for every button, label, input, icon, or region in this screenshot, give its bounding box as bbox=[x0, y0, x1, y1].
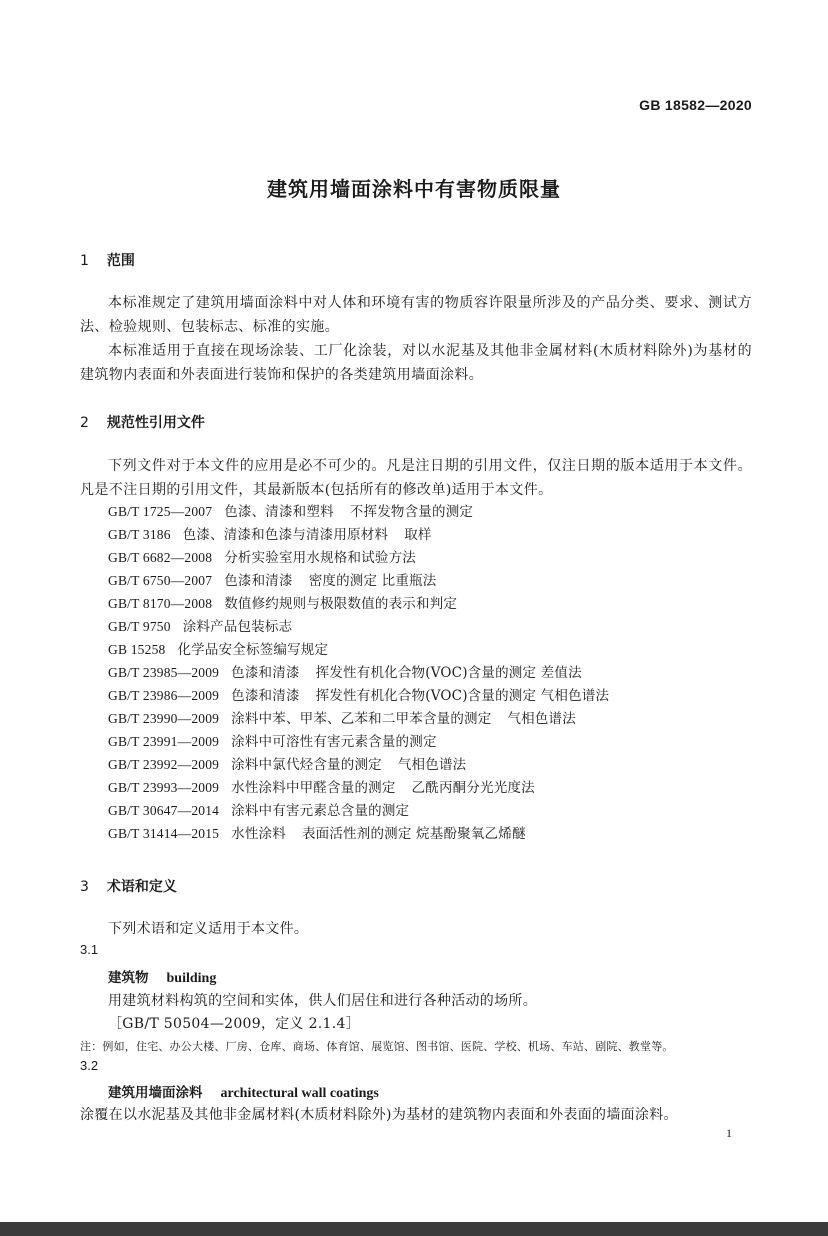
section-title: 规范性引用文件 bbox=[106, 415, 205, 431]
reference-title: 色漆和清漆 bbox=[231, 688, 300, 704]
scope-paragraph-1: 本标准规定了建筑用墙面涂料中对人体和环境有害的物质容许限量所涉及的产品分类、要求、测试方法、检验规则、包装标志、标准的实施。 bbox=[80, 295, 752, 335]
term-chinese: 建筑物 bbox=[108, 970, 149, 986]
reference-code: GB/T 23991—2009 bbox=[108, 734, 220, 749]
reference-title: 色漆、清漆和色漆与清漆用原材料 bbox=[182, 527, 389, 543]
reference-item bbox=[108, 776, 609, 799]
term-definition: 用建筑材料构筑的空间和实体，供人们居住和进行各种活动的场所。 bbox=[108, 993, 537, 1009]
reference-subtitle: 乙酰丙酮分光光度法 bbox=[411, 780, 535, 796]
reference-subtitle: 气相色谱法 bbox=[507, 711, 576, 727]
reference-code: GB/T 30647—2014 bbox=[108, 803, 220, 818]
term-definition: 涂覆在以水泥基及其他非金属材料(木质材料除外)为基材的建筑物内表面和外表面的墙面涂料。 bbox=[80, 1107, 678, 1123]
section-3-heading bbox=[80, 876, 177, 896]
reference-title: 化学品安全标签编写规定 bbox=[177, 642, 329, 658]
section-2-heading bbox=[80, 412, 205, 432]
reference-title: 色漆、清漆和塑料 bbox=[224, 504, 334, 520]
reference-item bbox=[108, 546, 609, 569]
section-number: 3 bbox=[80, 879, 89, 895]
reference-subtitle: 气相色谱法 bbox=[397, 757, 467, 773]
reference-subtitle: 密度的测定 比重瓶法 bbox=[308, 573, 437, 589]
reference-item bbox=[108, 592, 609, 615]
section-1-heading bbox=[80, 250, 135, 270]
reference-code: GB/T 23993—2009 bbox=[108, 780, 220, 795]
reference-title: 色漆和清漆 bbox=[224, 573, 293, 589]
standard-code: GB 18582—2020 bbox=[639, 97, 752, 113]
reference-title: 涂料中苯、甲苯、乙苯和二甲苯含量的测定 bbox=[231, 711, 492, 727]
reference-code: GB/T 6682—2008 bbox=[108, 550, 213, 565]
page-number: 1 bbox=[726, 1126, 732, 1140]
reference-item bbox=[108, 569, 609, 592]
reference-item bbox=[108, 730, 609, 753]
reference-code: GB/T 23985—2009 bbox=[108, 665, 220, 680]
scope-paragraph-2: 本标准适用于直接在现场涂装、工厂化涂装，对以水泥基及其他非金属材料(木质材料除外)为基材的建筑物内表面和外表面进行装饰和保护的各类建筑用墙面涂料。 bbox=[80, 343, 752, 383]
term-note: 注：例如，住宅、办公大楼、厂房、仓库、商场、体育馆、展览馆、图书馆、医院、学校、机场、车站、剧院、教堂等。 bbox=[80, 1040, 674, 1053]
references-intro: 下列文件对于本文件的应用是必不可少的。凡是注日期的引用文件，仅注日期的版本适用于本文件。凡是不注日期的引用文件，其最新版本(包括所有的修改单)适用于本文件。 bbox=[80, 458, 752, 498]
reference-subtitle: 不挥发物含量的测定 bbox=[349, 504, 474, 520]
viewer-bottom-bar bbox=[0, 1222, 828, 1236]
reference-subtitle: 表面活性剂的测定 烷基酚聚氧乙烯醚 bbox=[301, 826, 526, 842]
term-number: 3.1 bbox=[80, 942, 99, 957]
reference-title: 数值修约规则与极限数值的表示和判定 bbox=[224, 596, 458, 612]
reference-item bbox=[108, 500, 609, 523]
reference-code: GB/T 23986—2009 bbox=[108, 688, 220, 703]
reference-item bbox=[108, 615, 609, 638]
term-english: building bbox=[166, 971, 217, 986]
reference-title: 涂料中氯代烃含量的测定 bbox=[231, 757, 382, 773]
reference-title: 水性涂料中甲醛含量的测定 bbox=[231, 780, 396, 796]
reference-item bbox=[108, 799, 609, 822]
section-title: 术语和定义 bbox=[106, 879, 177, 895]
reference-title: 色漆和清漆 bbox=[231, 665, 300, 681]
reference-title: 涂料中可溶性有害元素含量的测定 bbox=[231, 734, 437, 750]
reference-code: GB/T 8170—2008 bbox=[108, 596, 213, 611]
reference-code: GB/T 3186 bbox=[108, 527, 171, 542]
reference-item bbox=[108, 523, 609, 546]
reference-title: 涂料产品包装标志 bbox=[182, 619, 293, 635]
reference-code: GB/T 23992—2009 bbox=[108, 757, 220, 772]
reference-title: 分析实验室用水规格和试验方法 bbox=[224, 550, 416, 566]
reference-code: GB/T 23990—2009 bbox=[108, 711, 220, 726]
reference-subtitle: 挥发性有机化合物(VOC)含量的测定 气相色谱法 bbox=[315, 688, 610, 704]
section-number: 2 bbox=[80, 415, 89, 431]
section-number: 1 bbox=[80, 253, 89, 269]
terms-intro: 下列术语和定义适用于本文件。 bbox=[108, 921, 309, 937]
reference-item bbox=[108, 661, 609, 684]
term-chinese: 建筑用墙面涂料 bbox=[108, 1085, 203, 1101]
reference-title: 水性涂料 bbox=[231, 826, 286, 842]
section-title: 范围 bbox=[106, 253, 135, 269]
normative-references-list bbox=[108, 500, 609, 845]
reference-item bbox=[108, 753, 609, 776]
reference-item bbox=[108, 638, 609, 661]
reference-item bbox=[108, 822, 609, 845]
reference-code: GB 15258 bbox=[108, 642, 166, 657]
term-source: ［GB/T 50504—2009，定义 2.1.4］ bbox=[108, 1016, 361, 1032]
reference-code: GB/T 6750—2007 bbox=[108, 573, 213, 588]
term-heading bbox=[108, 1081, 379, 1102]
reference-title: 涂料中有害元素总含量的测定 bbox=[231, 803, 410, 819]
reference-item bbox=[108, 684, 609, 707]
term-english: architectural wall coatings bbox=[220, 1086, 379, 1101]
reference-code: GB/T 31414—2015 bbox=[108, 826, 220, 841]
reference-subtitle: 取样 bbox=[404, 527, 432, 543]
document-title: 建筑用墙面涂料中有害物质限量 bbox=[267, 177, 561, 201]
term-number: 3.2 bbox=[80, 1058, 99, 1073]
reference-subtitle: 挥发性有机化合物(VOC)含量的测定 差值法 bbox=[315, 665, 582, 681]
reference-code: GB/T 9750 bbox=[108, 619, 171, 634]
reference-item bbox=[108, 707, 609, 730]
term-heading bbox=[108, 966, 216, 987]
reference-code: GB/T 1725—2007 bbox=[108, 504, 213, 519]
